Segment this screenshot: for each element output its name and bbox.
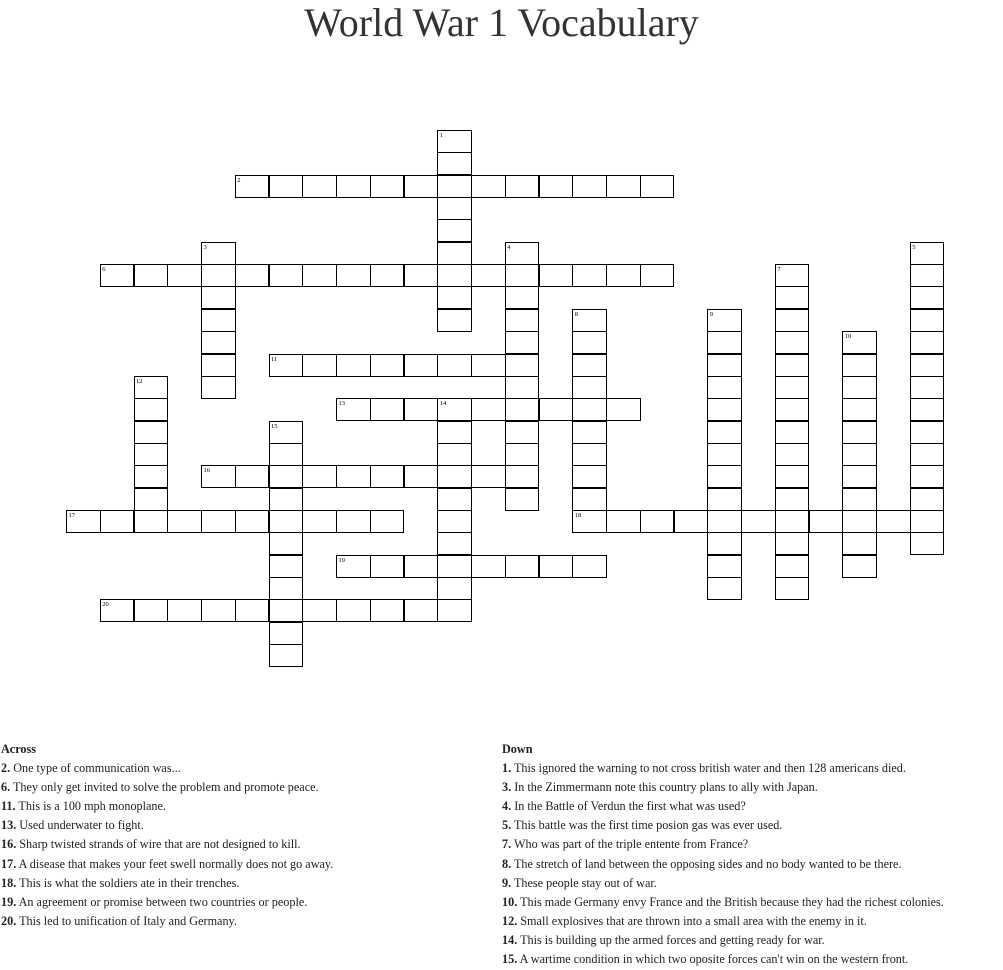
grid-cell[interactable] — [437, 510, 472, 533]
grid-cell[interactable] — [505, 443, 540, 466]
across-clue — [1, 797, 333, 816]
grid-cell[interactable] — [134, 398, 169, 421]
grid-cell[interactable] — [269, 488, 304, 511]
grid-cell[interactable] — [269, 465, 304, 488]
grid-cell[interactable] — [674, 510, 709, 533]
grid-cell[interactable] — [100, 510, 135, 533]
grid-cell[interactable] — [572, 354, 607, 377]
grid-cell[interactable] — [910, 510, 945, 533]
grid-cell[interactable] — [437, 309, 472, 332]
grid-cell[interactable] — [437, 219, 472, 242]
down-clue — [502, 912, 944, 931]
grid-cell[interactable] — [167, 264, 202, 287]
grid-cell[interactable] — [302, 599, 337, 622]
grid-cell[interactable] — [572, 331, 607, 354]
grid-cell[interactable] — [842, 443, 877, 466]
across-clue — [1, 855, 333, 874]
grid-cell[interactable] — [134, 510, 169, 533]
grid-cell[interactable] — [269, 443, 304, 466]
grid-cell[interactable] — [437, 443, 472, 466]
grid-cell[interactable] — [707, 510, 742, 533]
grid-cell[interactable] — [302, 175, 337, 198]
grid-cell[interactable] — [471, 398, 506, 421]
grid-cell[interactable] — [640, 510, 675, 533]
grid-cell[interactable] — [201, 331, 236, 354]
clue-label: 11. — [1, 799, 16, 814]
grid-cell[interactable] — [302, 465, 337, 488]
across-clue — [1, 816, 333, 835]
grid-cell[interactable] — [302, 354, 337, 377]
grid-cell[interactable] — [809, 510, 844, 533]
grid-cell[interactable] — [437, 555, 472, 578]
grid-cell[interactable] — [370, 398, 405, 421]
grid-cell[interactable] — [269, 510, 304, 533]
grid-cell[interactable] — [910, 264, 945, 287]
clue-text: In the Battle of Verdun the first what was used? — [514, 799, 746, 814]
grid-cell[interactable] — [842, 421, 877, 444]
grid-cell[interactable] — [910, 398, 945, 421]
clue-label: 4. — [502, 799, 512, 814]
grid-cell[interactable] — [707, 577, 742, 600]
grid-cell[interactable] — [269, 599, 304, 622]
grid-cell[interactable] — [336, 599, 371, 622]
grid-cell[interactable] — [775, 286, 810, 309]
clue-label: 17. — [1, 856, 17, 871]
grid-cell[interactable] — [235, 599, 270, 622]
grid-cell[interactable] — [640, 264, 675, 287]
grid-cell[interactable] — [336, 510, 371, 533]
grid-cell[interactable] — [370, 264, 405, 287]
grid-cell[interactable] — [707, 443, 742, 466]
grid-cell[interactable] — [842, 488, 877, 511]
grid-cell[interactable] — [404, 398, 439, 421]
clue-number: 15 — [271, 422, 278, 430]
grid-cell[interactable] — [404, 555, 439, 578]
grid-cell[interactable] — [471, 465, 506, 488]
grid-cell[interactable] — [910, 465, 945, 488]
grid-cell[interactable] — [606, 175, 641, 198]
grid-cell[interactable] — [775, 532, 810, 555]
grid-cell[interactable] — [505, 175, 540, 198]
clue-text: This is a 100 mph monoplane. — [18, 799, 166, 814]
grid-cell[interactable] — [201, 354, 236, 377]
down-clue — [502, 931, 944, 950]
grid-cell[interactable] — [707, 421, 742, 444]
grid-cell[interactable] — [707, 555, 742, 578]
grid-cell[interactable] — [910, 532, 945, 555]
grid-cell[interactable] — [910, 354, 945, 377]
grid-cell[interactable] — [775, 421, 810, 444]
grid-cell[interactable] — [269, 622, 304, 645]
grid-cell[interactable] — [167, 510, 202, 533]
grid-cell[interactable] — [606, 264, 641, 287]
grid-cell[interactable] — [505, 421, 540, 444]
grid-cell[interactable] — [471, 264, 506, 287]
clue-number: 5 — [912, 243, 916, 251]
down-clue — [502, 835, 944, 854]
grid-cell[interactable] — [167, 599, 202, 622]
grid-cell[interactable] — [775, 577, 810, 600]
grid-cell[interactable] — [235, 510, 270, 533]
grid-cell[interactable] — [437, 286, 472, 309]
clue-text: The stretch of land between the opposing sides and no body wanted to be there. — [513, 856, 902, 871]
clue-text: Sharp twisted strands of wire that are not designed to kill. — [19, 837, 301, 852]
grid-cell[interactable] — [910, 331, 945, 354]
grid-cell[interactable] — [572, 488, 607, 511]
grid-cell[interactable] — [471, 354, 506, 377]
grid-cell[interactable] — [235, 264, 270, 287]
down-clue — [502, 893, 944, 912]
clue-label: 16. — [1, 837, 17, 852]
clue-label: 2. — [1, 761, 11, 776]
grid-cell[interactable] — [437, 465, 472, 488]
grid-cell[interactable] — [842, 510, 877, 533]
grid-cell[interactable] — [775, 309, 810, 332]
clue-label: 15. — [502, 952, 518, 967]
grid-cell[interactable] — [910, 443, 945, 466]
clue-text: A disease that makes your feet swell normally does not go away. — [18, 856, 334, 871]
grid-cell[interactable] — [437, 242, 472, 265]
grid-cell[interactable] — [707, 398, 742, 421]
grid-cell[interactable] — [539, 175, 574, 198]
clue-text: An agreement or promise between two countries or people. — [18, 894, 308, 909]
grid-cell[interactable] — [134, 421, 169, 444]
grid-cell[interactable] — [437, 152, 472, 175]
clue-number: 19 — [338, 556, 345, 564]
grid-cell[interactable] — [505, 309, 540, 332]
grid-cell[interactable] — [404, 599, 439, 622]
grid-cell[interactable] — [201, 264, 236, 287]
grid-cell[interactable] — [876, 510, 911, 533]
clue-text: This made Germany envy France and the British because they had the richest colonies. — [520, 894, 944, 909]
clue-number: 20 — [102, 601, 109, 609]
grid-cell[interactable] — [910, 488, 945, 511]
across-heading: Across — [1, 742, 36, 756]
grid-cell[interactable] — [775, 443, 810, 466]
grid-cell[interactable] — [336, 264, 371, 287]
grid-cell[interactable] — [437, 197, 472, 220]
grid-cell[interactable] — [336, 175, 371, 198]
grid-cell[interactable] — [404, 354, 439, 377]
grid-cell[interactable] — [842, 465, 877, 488]
down-clue — [502, 759, 944, 778]
across-clue — [1, 778, 333, 797]
grid-cell[interactable] — [572, 175, 607, 198]
grid-cell[interactable] — [235, 465, 270, 488]
grid-cell[interactable] — [269, 577, 304, 600]
grid-cell[interactable] — [370, 175, 405, 198]
grid-cell[interactable] — [572, 421, 607, 444]
grid-cell[interactable] — [539, 264, 574, 287]
grid-cell[interactable] — [842, 398, 877, 421]
clue-text: These people stay out of war. — [513, 875, 657, 890]
grid-cell[interactable] — [269, 264, 304, 287]
across-clues — [1, 740, 333, 931]
grid-cell[interactable] — [775, 488, 810, 511]
grid-cell[interactable] — [134, 599, 169, 622]
grid-cell[interactable] — [437, 264, 472, 287]
grid-cell[interactable] — [134, 264, 169, 287]
down-clue — [502, 950, 944, 969]
grid-cell[interactable] — [269, 532, 304, 555]
clue-label: 18. — [1, 875, 17, 890]
grid-cell[interactable] — [437, 577, 472, 600]
down-clue — [502, 874, 944, 893]
grid-cell[interactable] — [842, 532, 877, 555]
across-clue — [1, 874, 333, 893]
clue-number: 17 — [68, 511, 75, 519]
grid-cell[interactable] — [437, 175, 472, 198]
clue-label: 3. — [502, 780, 512, 795]
grid-cell[interactable] — [302, 264, 337, 287]
grid-cell[interactable] — [775, 465, 810, 488]
clue-text: Used underwater to fight. — [19, 818, 144, 833]
grid-cell[interactable] — [572, 555, 607, 578]
grid-cell[interactable] — [775, 398, 810, 421]
grid-cell[interactable] — [370, 510, 405, 533]
grid-cell[interactable] — [471, 555, 506, 578]
grid-cell[interactable] — [842, 555, 877, 578]
clue-number: 8 — [574, 310, 578, 318]
clue-text: One type of communication was... — [13, 761, 181, 776]
clue-text: In the Zimmermann note this country plans to ally with Japan. — [514, 780, 818, 795]
grid-cell[interactable] — [775, 354, 810, 377]
grid-cell[interactable] — [572, 264, 607, 287]
grid-cell[interactable] — [437, 421, 472, 444]
clue-label: 10. — [502, 894, 518, 909]
grid-cell[interactable] — [572, 376, 607, 399]
grid-cell[interactable] — [707, 465, 742, 488]
grid-cell[interactable] — [572, 398, 607, 421]
grid-cell[interactable] — [842, 354, 877, 377]
down-clues — [502, 740, 944, 969]
clue-label: 1. — [502, 761, 512, 776]
clue-label: 6. — [1, 780, 11, 795]
down-heading: Down — [502, 742, 533, 756]
grid-cell[interactable] — [370, 599, 405, 622]
grid-cell[interactable] — [336, 465, 371, 488]
clue-number: 10 — [844, 333, 852, 341]
grid-cell[interactable] — [370, 465, 405, 488]
grid-cell[interactable] — [910, 421, 945, 444]
grid-cell[interactable] — [201, 599, 236, 622]
grid-cell[interactable] — [471, 175, 506, 198]
grid-cell[interactable] — [404, 175, 439, 198]
grid-cell[interactable] — [707, 376, 742, 399]
grid-cell[interactable] — [134, 465, 169, 488]
grid-cell[interactable] — [505, 465, 540, 488]
grid-cell[interactable] — [539, 398, 574, 421]
clue-number: 3 — [203, 243, 207, 251]
grid-cell[interactable] — [370, 354, 405, 377]
clue-label: 5. — [502, 818, 512, 833]
clue-number: 2 — [237, 176, 241, 184]
clue-text: Small explosives that are thrown into a small area with the enemy in it. — [520, 913, 867, 928]
grid-cell[interactable] — [134, 488, 169, 511]
clue-text: Who was part of the triple entente from France? — [513, 837, 749, 852]
grid-cell[interactable] — [201, 286, 236, 309]
grid-cell[interactable] — [707, 488, 742, 511]
clue-label: 14. — [502, 932, 518, 947]
clue-label: 9. — [502, 875, 512, 890]
grid-cell[interactable] — [404, 465, 439, 488]
grid-cell[interactable] — [505, 286, 540, 309]
grid-cell[interactable] — [505, 376, 540, 399]
grid-cell[interactable] — [269, 175, 304, 198]
clue-number: 9 — [709, 310, 713, 318]
grid-cell[interactable] — [437, 599, 472, 622]
grid-cell[interactable] — [775, 555, 810, 578]
page-title: World War 1 Vocabulary — [304, 0, 699, 45]
grid-cell[interactable] — [437, 354, 472, 377]
across-clue — [1, 835, 333, 854]
clue-label: 7. — [502, 837, 512, 852]
grid-cell[interactable] — [302, 510, 337, 533]
clue-label: 20. — [1, 913, 17, 928]
grid-cell[interactable] — [269, 555, 304, 578]
clue-text: This is what the soldiers ate in their trenches. — [19, 875, 240, 890]
grid-cell[interactable] — [572, 465, 607, 488]
grid-cell[interactable] — [370, 555, 405, 578]
grid-cell[interactable] — [505, 555, 540, 578]
grid-cell[interactable] — [437, 488, 472, 511]
grid-cell[interactable] — [269, 644, 304, 667]
clue-text: They only get invited to solve the problem and promote peace. — [12, 780, 319, 795]
clue-text: This ignored the warning to not cross british water and then 128 americans died. — [513, 761, 906, 776]
grid-cell[interactable] — [201, 309, 236, 332]
clue-label: 13. — [1, 818, 17, 833]
clue-text: A wartime condition in which two oposite forces can't win on the western front. — [519, 952, 909, 967]
clue-label: 12. — [502, 913, 518, 928]
grid-cell[interactable] — [606, 510, 641, 533]
grid-cell[interactable] — [910, 376, 945, 399]
grid-cell[interactable] — [437, 532, 472, 555]
clue-number: 14 — [439, 400, 447, 408]
grid-cell[interactable] — [775, 331, 810, 354]
grid-cell[interactable] — [505, 488, 540, 511]
grid-cell[interactable] — [539, 555, 574, 578]
grid-cell[interactable] — [505, 331, 540, 354]
down-clue — [502, 855, 944, 874]
clue-text: This battle was the first time posion gas was ever used. — [513, 818, 783, 833]
clue-number: 4 — [507, 243, 511, 251]
across-clue — [1, 759, 333, 778]
grid-cell[interactable] — [505, 398, 540, 421]
grid-cell[interactable] — [134, 443, 169, 466]
grid-cell[interactable] — [505, 354, 540, 377]
clue-label: 19. — [1, 894, 17, 909]
clue-number: 11 — [271, 355, 278, 363]
across-clue — [1, 912, 333, 931]
clue-number: 7 — [777, 266, 781, 274]
across-clue — [1, 893, 333, 912]
down-clue — [502, 816, 944, 835]
grid-cell[interactable] — [707, 532, 742, 555]
grid-cell[interactable] — [775, 376, 810, 399]
clue-number: 18 — [574, 511, 582, 519]
down-clue — [502, 778, 944, 797]
clue-label: 8. — [502, 856, 512, 871]
grid-cell[interactable] — [775, 510, 810, 533]
grid-cell[interactable] — [572, 443, 607, 466]
clue-number: 16 — [203, 467, 210, 475]
grid-cell[interactable] — [640, 175, 675, 198]
clue-text: This led to unification of Italy and Germany. — [19, 913, 237, 928]
clue-text: This is building up the armed forces and getting ready for war. — [520, 932, 825, 947]
grid-cell[interactable] — [505, 264, 540, 287]
clue-number: 1 — [439, 132, 443, 139]
grid-cell[interactable] — [910, 286, 945, 309]
grid-cell[interactable] — [707, 354, 742, 377]
clue-number: 6 — [102, 266, 106, 274]
down-clue — [502, 797, 944, 816]
grid-cell[interactable] — [201, 510, 236, 533]
grid-cell[interactable] — [741, 510, 776, 533]
clue-number: 12 — [136, 377, 143, 385]
grid-cell[interactable] — [336, 354, 371, 377]
grid-cell[interactable] — [606, 398, 641, 421]
grid-cell[interactable] — [707, 331, 742, 354]
grid-cell[interactable] — [404, 264, 439, 287]
grid-cell[interactable] — [201, 376, 236, 399]
grid-cell[interactable] — [842, 376, 877, 399]
grid-cell[interactable] — [910, 309, 945, 332]
clue-number: 13 — [338, 400, 345, 408]
